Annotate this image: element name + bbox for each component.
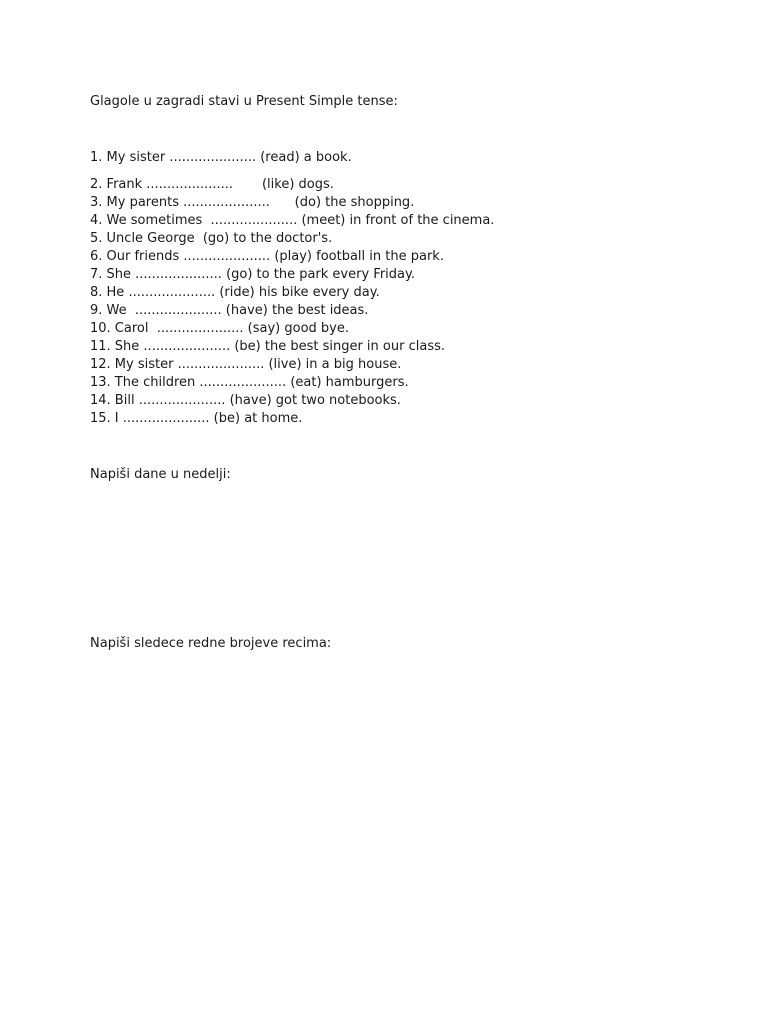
- exercise-item-6: 6. Our friends ..................... (play) football in the park.: [90, 249, 444, 264]
- exercise-item-15: 15. I ..................... (be) at home.: [90, 411, 303, 426]
- exercise-item-9: 9. We ..................... (have) the best ideas.: [90, 303, 369, 318]
- section-heading-ordinal-numbers: Napiši sledece redne brojeve recima:: [90, 636, 332, 651]
- exercise-list: [90, 150, 494, 429]
- section-heading-present-simple: Glagole u zagradi stavi u Present Simple tense:: [90, 94, 398, 109]
- exercise-item-4: 4. We sometimes ..................... (meet) in front of the cinema.: [90, 213, 495, 228]
- exercise-item-5: 5. Uncle George (go) to the doctor's.: [90, 231, 333, 246]
- exercise-item-8: 8. He ..................... (ride) his bike every day.: [90, 285, 380, 300]
- exercise-item-3: 3. My parents ..................... (do) the shopping.: [90, 195, 415, 210]
- section-heading-days-of-week: Napiši dane u nedelji:: [90, 467, 231, 482]
- exercise-item-7: 7. She ..................... (go) to the park every Friday.: [90, 267, 415, 282]
- exercise-item-14: 14. Bill ..................... (have) got two notebooks.: [90, 393, 401, 408]
- exercise-item-12: 12. My sister ..................... (live) in a big house.: [90, 357, 402, 372]
- exercise-item-1: 1. My sister ..................... (read) a book.: [90, 150, 352, 165]
- exercise-item-11: 11. She ..................... (be) the best singer in our class.: [90, 339, 445, 354]
- exercise-item-13: 13. The children ..................... (eat) hamburgers.: [90, 375, 409, 390]
- exercise-item-2: 2. Frank ..................... (like) dogs.: [90, 177, 334, 192]
- exercise-item-10: 10. Carol ..................... (say) good bye.: [90, 321, 349, 336]
